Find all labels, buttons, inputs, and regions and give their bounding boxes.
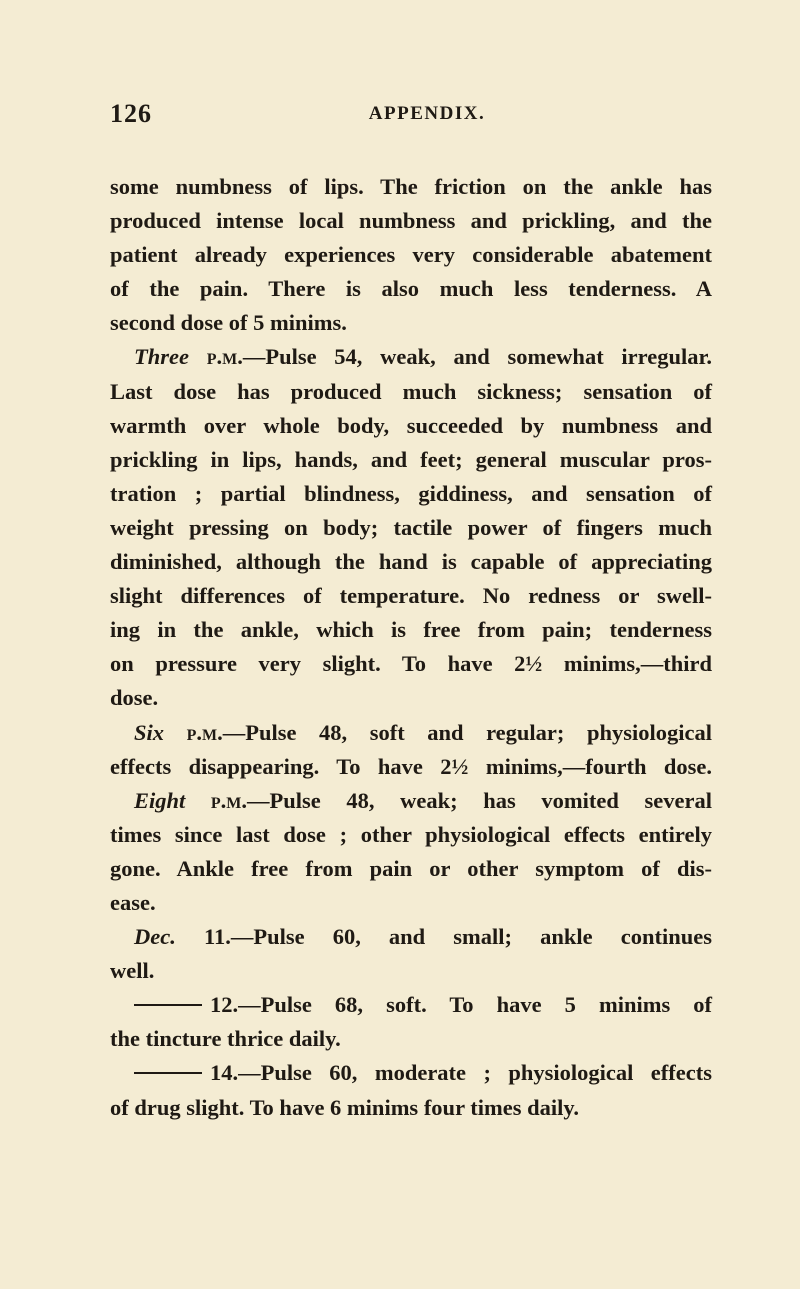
paragraph-dec-12 — [110, 988, 712, 1056]
text-line: the tincture thrice daily. — [110, 1026, 341, 1052]
text-line: diminished, although the hand is capable of appreciating — [110, 549, 712, 575]
text-line: of the pain. There is also much less tenderness. A — [110, 276, 712, 302]
text-line: second dose of 5 minims. — [110, 310, 347, 336]
entry-meridiem: p.m. — [186, 719, 223, 745]
text-line: produced intense local numbness and prickling, and the — [110, 208, 712, 234]
text-line — [110, 716, 712, 750]
entry-text: 12.—Pulse 68, soft. To have 5 minims of — [210, 992, 712, 1018]
entry-time: Eight — [134, 787, 186, 813]
entry-text: —Pulse 48, soft and regular; physiological — [222, 719, 712, 745]
entry-meridiem: p.m. — [210, 787, 248, 813]
text-line: slight differences of temperature. No redness or swell- — [110, 583, 712, 609]
entry-meridiem: p.m. — [206, 344, 243, 370]
text-line: some numbness of lips. The friction on the ankle has — [110, 174, 712, 199]
text-line: on pressure very slight. To have 2½ minims,—third — [110, 651, 712, 677]
paragraph-six-pm — [110, 716, 712, 784]
paragraph-eight-pm — [110, 784, 712, 920]
ditto-dash — [134, 1004, 202, 1006]
running-head — [110, 99, 704, 135]
header-title: APPENDIX. — [368, 103, 486, 124]
entry-time: Three — [134, 344, 189, 370]
entry-text: 11.—Pulse 60, and small; ankle continues — [203, 924, 713, 950]
text-line: prickling in lips, hands, and feet; general muscular pros- — [110, 446, 712, 472]
text-line — [110, 340, 712, 374]
text-line: tration ; partial blindness, giddiness, and sensation of — [110, 480, 712, 506]
text-line: ease. — [110, 889, 156, 915]
text-line: Last dose has produced much sickness; sensation of — [110, 378, 712, 404]
entry-month: Dec. — [134, 924, 176, 950]
ditto-dash — [134, 1072, 202, 1074]
text-line: patient already experiences very considerable abatement — [110, 242, 712, 268]
body-text — [110, 170, 712, 1125]
text-line: gone. Ankle free from pain or other symptom of dis- — [110, 855, 712, 881]
page-number: 126 — [110, 99, 152, 128]
paragraph-dec-11 — [110, 920, 712, 988]
paragraph-1 — [110, 170, 712, 340]
paragraph-three-pm — [110, 340, 712, 715]
text-line — [110, 988, 712, 1022]
text-line — [110, 784, 712, 818]
paragraph-dec-14 — [110, 1056, 712, 1124]
text-line: dose. — [110, 685, 159, 711]
text-line: of drug slight. To have 6 minims four times daily. — [110, 1094, 580, 1120]
text-line: ing in the ankle, which is free from pain; tenderness — [110, 617, 712, 643]
entry-text: —Pulse 48, weak; has vomited several — [247, 787, 712, 813]
entry-time: Six — [134, 719, 165, 745]
text-line — [110, 920, 712, 954]
text-line: well. — [110, 958, 155, 984]
text-line: times since last dose ; other physiological effects entirely — [110, 821, 712, 847]
text-line: warmth over whole body, succeeded by numbness and — [110, 412, 712, 438]
entry-text: 14.—Pulse 60, moderate ; physiological effects — [210, 1060, 712, 1086]
text-line: weight pressing on body; tactile power of fingers much — [110, 514, 712, 540]
entry-text: —Pulse 54, weak, and somewhat irregular. — [242, 344, 713, 370]
text-line: effects disappearing. To have 2½ minims,—fourth dose. — [110, 753, 712, 779]
text-line — [110, 1056, 712, 1090]
